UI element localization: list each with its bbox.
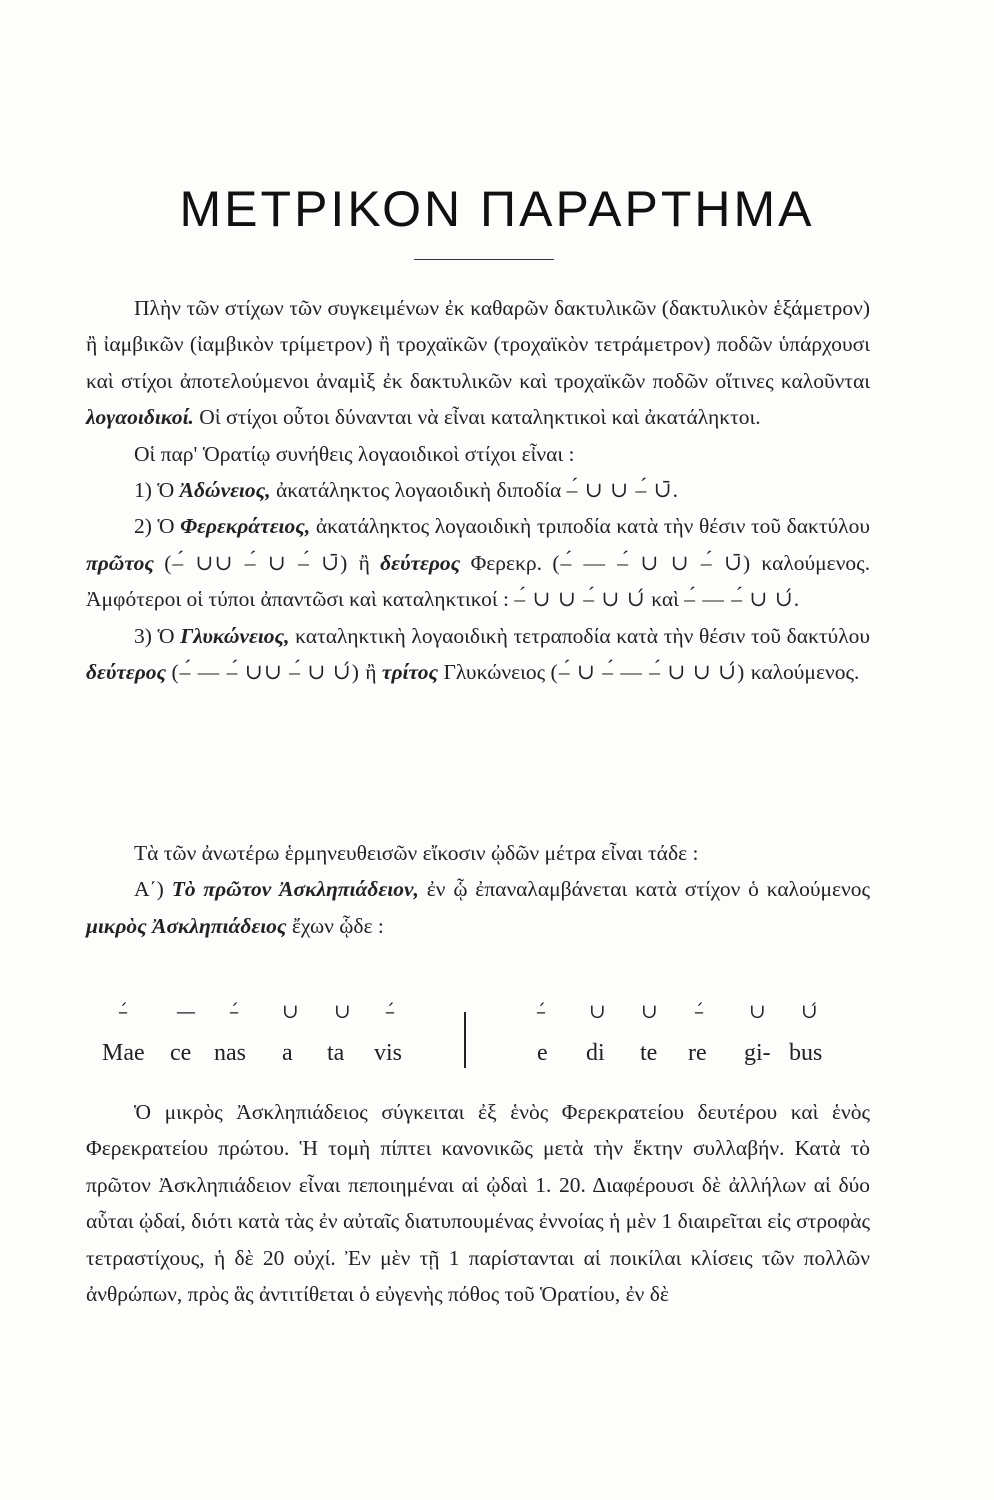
scansion-syllable: nas	[214, 1040, 246, 1066]
variant-name: πρῶτος	[86, 550, 154, 575]
scansion-syllable: ta	[327, 1040, 345, 1066]
variant-name: δεύτερος	[380, 550, 461, 575]
scansion-syllable: te	[640, 1040, 658, 1066]
meter-scheme: (–́ ∪ –́ — –́ ∪ ∪ ∪́)	[550, 660, 746, 685]
meter-scheme: (–́ ∪∪ –́ ∪ –́ ∪̄)	[164, 550, 349, 575]
item-number: 1) Ὁ	[134, 478, 175, 503]
meter-scheme: (–́ — –́ ∪ ∪ –́ ∪̄)	[552, 550, 752, 575]
meter-description: ἀκατάληκτος λογαοιδικὴ τριποδία κατὰ τὴν θέσιν τοῦ δακτύλου	[315, 514, 870, 539]
meter-name: μικρὸς Ἀσκληπιάδειος	[86, 913, 287, 938]
odes-block	[86, 835, 870, 944]
title-divider	[414, 259, 554, 260]
scansion-syllable: a	[282, 1040, 293, 1066]
meter-scheme: –́ ∪ ∪ –́ ∪ ∪́	[514, 587, 646, 612]
meter-description: καταληκτικὴ λογαοιδικὴ τετραποδία κατὰ τὴν θέσιν τοῦ δακτύλου	[295, 623, 871, 648]
closing-paragraph: Ὁ μικρὸς Ἀσκληπιάδειος σύγκειται ἐξ ἑνὸς Φερεκρατείου δευτέρου καὶ ἑνὸς Φερεκρατείου πρώτου. Ἡ τομὴ πίπτει κανονικῶς μετὰ τὴν ἕκτην συλλαβήν. Κατὰ τὸ πρῶτον Ἀσκληπιάδειον εἶναι πεποιημέναι αἱ ᾠδαὶ 1. 20. Διαφέρουσι δὲ ἀλλήλων αἱ δύο αὗται ᾠδαί, διότι κατὰ τὰς ἐν αὐταῖς διατυπουμένας ἐννοίας ἡ μὲν 1 διαιρεῖται εἰς στροφὰς τετραστίχους, ἡ δὲ 20 οὐχί. Ἐν μὲν τῇ 1 παρίστανται αἱ ποικίλαι κλίσεις τῶν πολλῶν ἀνθρώπων, πρὸς ἃς ἀντιτίθεται ὁ εὐγενὴς πόθος τοῦ Ὁρατίου, ἐν δὲ	[86, 1100, 870, 1307]
intro-end: Οἱ στίχοι οὗτοι δύνανται νὰ εἶναι καταληκτικοὶ καὶ ἀκατάληκτοι.	[199, 405, 761, 430]
meter-description: καλούμενος. Ἀμφότεροι οἱ τύποι ἀπαντῶσι καὶ καταληκτικοί :	[86, 550, 871, 612]
intro-term: λογαοιδικοί.	[86, 405, 194, 430]
list-item-glyconic	[86, 618, 870, 691]
meter-description: ἀκατάληκτος λογαοιδικὴ διποδία	[276, 478, 562, 503]
intro-text: Πλὴν τῶν στίχων τῶν συγκειμένων ἐκ καθαρῶν δακτυλικῶν (δακτυλικὸν ἑξάμετρον) ἢ ἰαμβικῶν (ἰαμβικὸν τρίμετρον) ἢ τροχαϊκῶν (τροχαϊκὸν τετράμετρον) ποδῶν ὑπάρχουσι καὶ στίχοι ἀποτελούμενοι ἀναμὶξ ἐκ δακτυλικῶν καὶ τροχαϊκῶν ποδῶν οἵτινες καλοῦνται	[86, 296, 870, 393]
meter-description: καλούμενος.	[750, 660, 860, 685]
scansion-mark: –́	[536, 999, 546, 1023]
meter-scheme: –́ — –́ ∪ ∪́.	[684, 587, 801, 612]
odes-paragraph: Τὰ τῶν ἀνωτέρω ἑρμηνευθεισῶν εἴκοσιν ᾠδῶν μέτρα εἶναι τάδε :	[134, 841, 699, 865]
section-label: Α΄)	[134, 877, 164, 902]
scansion-mark: –́	[385, 999, 395, 1023]
scansion-mark: ∪	[749, 999, 766, 1023]
meter-name: Γλυκώνειος,	[180, 623, 290, 648]
scansion-mark: –́	[118, 999, 128, 1023]
caesura-divider	[464, 1012, 466, 1068]
scansion-mark: —	[176, 999, 196, 1023]
scansion-mark: ∪́	[801, 999, 818, 1023]
intro-block	[86, 290, 870, 690]
closing-block	[86, 1094, 870, 1312]
section-name: Τὸ πρῶτον Ἀσκληπιάδειον,	[171, 877, 419, 902]
list-item-pherecratean	[86, 508, 870, 617]
meter-name: Ἀδώνειος,	[179, 478, 271, 503]
scansion-mark: ∪	[641, 999, 658, 1023]
scansion-mark: ∪	[334, 999, 351, 1023]
scansion-syllable: gi-	[744, 1040, 771, 1066]
list-item-adonius	[86, 472, 870, 508]
variant-name: τρίτος	[381, 660, 439, 685]
intro-paragraph	[86, 290, 870, 436]
conjunction: καὶ	[651, 587, 679, 612]
scansion-syllable: ce	[170, 1040, 192, 1066]
scansion-syllable: bus	[789, 1040, 823, 1066]
scansion-syllable: Mae	[102, 1040, 145, 1066]
section-a-paragraph	[86, 871, 870, 944]
scansion-syllable: vis	[374, 1040, 403, 1066]
item-number: 3) Ὁ	[134, 623, 175, 648]
scansion-syllable: re	[688, 1040, 707, 1066]
item-number: 2) Ὁ	[134, 514, 175, 539]
page-title: ΜΕΤΡΙΚΟΝ ΠΑΡΑΡΤΗΜΑ	[179, 181, 815, 237]
scansion-example	[0, 995, 994, 1075]
meter-description: Φερεκρ.	[470, 550, 543, 575]
meter-scheme: –́ ∪ ∪ –́ ∪̄.	[566, 478, 680, 503]
list-intro: Οἱ παρ' Ὁρατίῳ συνήθεις λογαοιδικοὶ στίχοι εἶναι :	[134, 441, 575, 466]
section-description: ἔχων ᾧδε :	[291, 913, 384, 938]
conjunction: ἢ	[358, 550, 370, 575]
scansion-mark: –́	[229, 999, 239, 1023]
scansion-mark: –́	[694, 999, 704, 1023]
variant-name: δεύτερος	[86, 660, 167, 685]
scansion-syllable: di	[586, 1040, 605, 1066]
scansion-syllable: e	[537, 1040, 548, 1066]
meter-name: Φερεκράτειος,	[180, 514, 311, 539]
scansion-mark: ∪	[589, 999, 606, 1023]
scansion-mark: ∪	[282, 999, 299, 1023]
conjunction: ἢ	[365, 660, 377, 685]
section-description: ἐν ᾧ ἐπαναλαμβάνεται κατὰ στίχον ὁ καλούμενος	[426, 877, 871, 902]
meter-description: Γλυκώνειος	[443, 660, 546, 685]
meter-scheme: (–́ — –́ ∪∪ –́ ∪ ∪́)	[171, 660, 360, 685]
